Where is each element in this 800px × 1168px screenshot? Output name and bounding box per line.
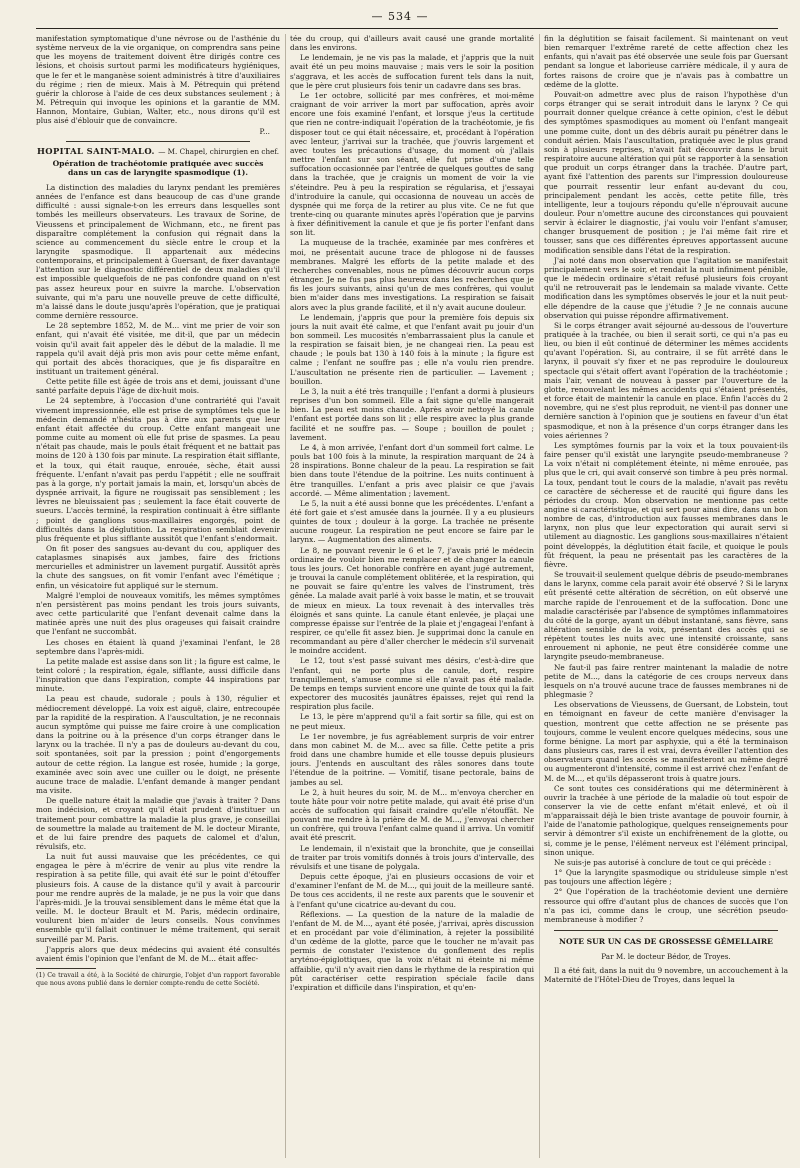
section-divider bbox=[554, 930, 778, 931]
hospital-name: HOPITAL SAINT-MALO. bbox=[36, 145, 155, 156]
paragraph: J'ai noté dans mon observation que l'agitation se manifestait principalement vers le soir, et rendait la nuit infiniment pénible, que le médecin ordinaire s'était refusé plusieurs fois croyant qu'il ne retrouverait pas le lendemain sa malade vivante. Cette modification dans les symptômes observés le jour et la nuit peut-elle dépendre de la cause que j'étudie ? Je ne connais aucune observation qui puisse répondre affirmativement. bbox=[544, 255, 788, 320]
paragraph: Les observations de Vieussens, de Guersant, de Lobstein, tout en témoignant en faveur de cette manière d'envisager la question, montrent que cette affection ne se présente pas toujours, comme le veulent encore quelques médecins, sous une forme bénigne. La mort par asphyxie, qui a été la terminaison dans plusieurs cas, rares il est vrai, devra éveiller l'attention des observateurs quand les accès se manifesteront au même degré ou augmenteront d'intensité, comme il est arrivé chez l'enfant de M. de M..., et qu'ils dépasseront trois à quatre jours. bbox=[544, 700, 788, 783]
column-right bbox=[544, 34, 788, 1156]
column-divider bbox=[539, 34, 540, 1158]
paragraph: Le 13, le père m'apprend qu'il a fait sortir sa fille, qui est on ne peut mieux. bbox=[290, 712, 534, 731]
paragraph: Le 24 septembre, à l'occasion d'une contrariété qui l'avait vivement impressionnée, elle est prise de symptômes tels que le médecin demandé n'hésita pas à dire aux parents que leur enfant était affectée du croup. Cette enfant mangeait une pomme cuite au moment où elle fut prise de spasmes. La peau n'était pas chaude, mais le pouls était fréquent et ne battait pas moins de 120 à 130 fois par minute. La respiration était sifflante, et la toux, qui était rauque, enrouée, sèche, était aussi fréquente. L'enfant n'avait pas perdu l'appétit ; elle ne souffrait pas à la gorge, n'y portait jamais la main, et, lorsqu'un abcès de dyspnée arrivait, la figure ne rougissait pas sensiblement ; les lèvres ne bleuissaient pas ; seulement la face était couverte de sueurs. L'accès terminé, la respiration continuait à être sifflante ; point de ganglions sous-maxillaires engorgés, point de difficultés dans la déglutition. La respiration semblait devenir plus fréquente et plus sifflante aussitôt que l'enfant s'endormait. bbox=[36, 396, 280, 543]
paragraph: Le 1er octobre, sollicité par mes confrères, et moi-même craignant de voir arriver la mort par suffocation, après avoir encore une fois examiné l'enfant, et lorsque j'eus la certitude que rien ne contre-indiquait l'opération de la trachéotomie, je fis disposer tout ce qui était nécessaire, et, procédant à l'opération avec lenteur, j'arrivai sur la trachée, que j'ouvris largement et avec toutes les précautions d'usage, du moment où j'allais mettre l'enfant sur son séant, elle fut prise d'une telle suffocation occasionnée par l'entrée de quelques gouttes de sang dans la trachée, que je craignis un moment de voir la vie s'éteindre. Peu à peu la respiration se régularisa, et j'essayai d'introduire la canule, qui occasionna de nouveau un accès de dyspnée qui me força de la retirer au plus vite. Ce ne fut que trente-cinq ou quarante minutes après l'opération que je parvins à fixer définitivement la canule et que je fis porter l'enfant dans son lit. bbox=[290, 90, 534, 238]
paragraph: La nuit fut aussi mauvaise que les précédentes, ce qui engagea le père à m'écrire de venir au plus vite rendre la respiration à sa petite fille, qui avait été sur le point d'étouffer plusieurs fois. A cause de la distance qu'il y avait à parcourir pour me rendre auprès de la malade, je ne pus la voir que dans l'après-midi. Je la trouvai sensiblement dans le même état que la veille. M. le docteur Brault et M. Paris, médecin ordinaire, voulurent bien m'aider de leurs conseils. Nous convînmes ensemble qu'il fallait continuer le même traitement, qui serait surveillé par M. Paris. bbox=[36, 852, 280, 944]
section-divider bbox=[66, 141, 250, 142]
section-heading bbox=[36, 147, 280, 156]
section-author: — M. Chapel, chirurgien en chef. bbox=[158, 146, 280, 156]
paragraph: Réflexions. — La question de la nature de la maladie de l'enfant de M. de M..., ayant été posée, j'arrivai, après discussion et en procédant par voie d'élimination, à rejeter la possibilité d'un œdème de la glotte, parce que le toucher ne m'avait pas permis de constater l'existence du gonflement des replis aryténo-épiglottiques, que la voix n'était ni éteinte ni même affaiblie, qu'il n'y avait rien dans le rhythme de la respiration qui pût caractériser cette respiration spéciale facile dans l'expiration et difficile dans l'inspiration, et qu'en- bbox=[290, 909, 534, 992]
note-author: Par M. le docteur Bédor, de Troyes. bbox=[601, 952, 731, 961]
article-body bbox=[36, 183, 280, 963]
paragraph: Le lendemain, je ne vis pas la malade, et j'appris que la nuit avait été un peu moins mauvaise ; mais vers le soir la position s'aggrava, et les accès de suffocation furent tels dans la nuit, que le père crut plusieurs fois tenir un cadavre dans ses bras. bbox=[290, 53, 534, 90]
header-rule bbox=[36, 28, 778, 29]
footnote: (1) Ce travail a été, à la Société de chirurgie, l'objet d'un rapport favorable que nous avons publié dans le dernier compte-rendu de cette Société. bbox=[36, 972, 280, 987]
article-signature: P... bbox=[259, 126, 270, 136]
paragraph: Le lendemain, il n'existait que la bronchite, que je conseillai de traiter par trois vomitifs donnés à trois jours d'intervalle, des révulsifs et une tisane de polygala. bbox=[290, 843, 534, 871]
paragraph: On fit poser des sangsues au-devant du cou, appliquer des cataplasmes sinapisés aux jambes, faire des frictions mercurielles et administrer un lavement purgatif. Aussitôt après la chute des sangsues, on fit vomir l'enfant avec l'émétique ; enfin, un vésicatoire fut appliqué sur le sternum. bbox=[36, 543, 280, 590]
page-number: — 534 — bbox=[371, 10, 429, 23]
paragraph: Les symptômes fournis par la voix et la toux pouvaient-ils faire penser qu'il existât une laryngite pseudo-membraneuse ? La voix n'était ni complétement éteinte, ni même enrouée, pas plus que le cri, qui avait conservé son timbre à peu près normal. La toux, pendant tout le cours de la maladie, n'avait pas revêtu ce caractère de sécheresse et de raucité qui figure dans les périodes du croup. Mon observation ne mentionne pas cette angine si caractéristique, et qui sert pour ainsi dire, dans un bon nombre de cas, d'introduction aux fausses membranes dans le larynx, non plus que leur expectoration qui aurait servi si utilement au diagnostic. Les ganglions sous-maxillaires n'étaient point développés, la déglutition était facile, et quoique le pouls fût fréquent, la peau ne présentait pas les caractères de la fièvre. bbox=[544, 440, 788, 569]
paragraph: Malgré l'emploi de nouveaux vomitifs, les mêmes symptômes n'en persistèrent pas moins pendant les trois jours suivants, avec cette particularité que l'enfant devenait calme dans la matinée après une nuit des plus orageuses qui faisait craindre que l'enfant ne succombât. bbox=[36, 590, 280, 637]
paragraph: De quelle nature était la maladie que j'avais à traiter ? Dans mon indécision, et croyant qu'il était prudent d'instituer un traitement pour combattre la maladie la plus grave, je conseillai de soumettre la malade au traitement de M. le docteur Mirante, et de lui faire prendre des paquets de calomel et d'alun, révulsifs, etc. bbox=[36, 796, 280, 851]
paragraph: 1° Que la laryngite spasmodique ou striduleuse simple n'est pas toujours une affection légère ; bbox=[544, 868, 788, 887]
paragraph: Le lendemain, j'appris que pour la première fois depuis six jours la nuit avait été calme, et que l'enfant avait pu jouir d'un bon sommeil. Les mucosités n'embarrassaient plus la canule et la respiration se faisait bien, je ne changeai rien. La peau est chaude ; le pouls bat 130 à 140 fois à la minute ; la figure est calme ; l'enfant ne souffre pas ; elle n'a voulu rien prendre. L'auscultation ne présente rien de particulier. — Lavement ; bouillon. bbox=[290, 312, 534, 386]
paragraph: Le 5, la nuit a été aussi bonne que les précédentes. L'enfant a été fort gaie et s'est amusée dans la journée. Il y a eu plusieurs quintes de toux ; douleur à la gorge. La trachée ne présente aucune rougeur. La respiration ne peut encore se faire par le larynx. — Augmentation des aliments. bbox=[290, 498, 534, 545]
article-title: Opération de trachéotomie pratiquée avec succès dans un cas de laryngite spasmodique (1). bbox=[52, 158, 264, 177]
paragraph: tée du croup, qui d'ailleurs avait causé une grande mortalité dans les environs. bbox=[290, 34, 534, 53]
paragraph: 2° Que l'opération de la trachéotomie devient une dernière ressource qui offre d'autant plus de chances de succès que l'on n'a pas ici, comme dans le croup, une sécrétion pseudo-membraneuse à modifier ? bbox=[544, 887, 788, 924]
article-body bbox=[290, 34, 534, 992]
intro-paragraph: manifestation symptomatique d'une névrose ou de l'asthénie du système nerveux de la vie organique, on comprendra sans peine que les moyens de traitement doivent être dirigés contre ces lésions, et choisis surtout parmi les modificateurs hygiéniques, que le fer et le manganèse soient administrés à titre d'auxiliaires du régime ; rien de mieux. Mais à M. Pétrequin qui prétend guérir la chlorose à l'aide de ces deux substances seulement ; à M. Pétrequin qui invoque les opinions et la garantie de MM. Hannon, Montaire, Gubian, Walter, etc., nous dirons qu'il est plus aisé d'éblouir que de convaincre. bbox=[36, 34, 280, 126]
paragraph: Se trouvait-il seulement quelque débris de pseudo-membranes dans le larynx, comme cela parait avoir été observé ? Si le larynx eût présenté cette altération de sécrétion, on eût observé une marche rapide de l'enrouement et de la suffocation. Donc une maladie caractérisée par l'absence de symptômes inflammatoires du côté de la gorge, ayant un début instantané, sans fièvre, sans altération sensible de la voix, présentant des accès qui se répètent toutes les nuits avec une intensité croissante, sans enrouement ni aphonie, ne peut être considérée comme une laryngite pseudo-membraneuse. bbox=[544, 570, 788, 662]
paragraph: Cette petite fille est âgée de trois ans et demi, jouissant d'une santé parfaite depuis l'âge de dix-huit mois. bbox=[36, 377, 280, 396]
paragraph: Le 8, ne pouvant revenir le 6 et le 7, j'avais prié le médecin ordinaire de vouloir bien me remplacer et de changer la canule tous les jours. Cet honorable confrère en ayant jugé autrement, je trouvai la canule complétement oblitérée, et la respiration, qui ne pouvait se faire qu'entre les valves de l'instrument, très gênée. La malade avait parlé à voix basse le matin, et se trouvait de mieux en mieux. La toux revenait à des intervalles très éloignés et sans quinte. La canule étant enlevée, je plaçai une compresse épaisse sur l'entrée de la plaie et j'engageai l'enfant à respirer, ce qu'elle fit assez bien. Je supprimai donc la canule en recommandant au père d'aller chercher le médecin s'il survenait le moindre accident. bbox=[290, 545, 534, 656]
paragraph: Ne suis-je pas autorisé à conclure de tout ce qui précède : bbox=[554, 857, 772, 867]
paragraph: Les choses en étaient là quand j'examinai l'enfant, le 28 septembre dans l'après-midi. bbox=[36, 637, 280, 656]
column-divider bbox=[285, 34, 286, 1158]
note-paragraph: Il a été fait, dans la nuit du 9 novembre, un accouchement à la Maternité de l'Hôtel-Dieu de Troyes, dans lequel la bbox=[544, 966, 788, 985]
paragraph: Le 3, la nuit a été très tranquille ; l'enfant a dormi à plusieurs reprises d'un bon sommeil. Elle a fait signe qu'elle mangerait bien. La peau est moins chaude. Après avoir nettoyé la canule l'enfant est portée dans son lit ; elle respire avec la plus grande facilité et ne souffre pas. — Soupe ; bouillon de poulet ; lavement. bbox=[290, 386, 534, 442]
paragraph: Ne faut-il pas faire rentrer maintenant la maladie de notre petite de M..., dans la catégorie de ces croups nerveux dans lesquels on n'a trouvé aucune trace de fausses membranes ni de phlegmasie ? bbox=[544, 662, 788, 700]
paragraph: J'appris alors que deux médecins qui avaient été consultés avaient émis l'opinion que l'enfant de M. de M... était affec- bbox=[36, 944, 280, 963]
paragraph: La distinction des maladies du larynx pendant les premières années de l'enfance est dans beaucoup de cas d'une grande difficulté : aussi signale-t-on les erreurs dans lesquelles sont tombés les meilleurs observateurs. Les travaux de Sorine, de Vieussens et principalement de Wichmann, etc., ne firent pas disparaître complétement la confusion qui régnait dans la science au commencement du siècle entre le croup et la laryngite spasmodique. Il appartenait aux médecins contemporains, et principalement à Guersant, de fixer davantage l'attention sur le diagnostic différentiel de deux maladies qu'il est impossible quelquefois de ne pas confondre quand on n'est pas assez heureux pour en suivre la marche. L'observation suivante, qui m'a paru une nouvelle preuve de cette difficulté, m'a laissé dans le doute jusqu'après l'opération, que je pratiquai comme dernière ressource. bbox=[36, 182, 280, 321]
column-middle bbox=[290, 34, 534, 1156]
note-title: NOTE SUR UN CAS DE GROSSESSE GÉMELLAIRE bbox=[559, 937, 773, 946]
paragraph: La peau est chaude, sudorale ; pouls à 130, régulier et médiocrement développé. La voix est aiguë, claire, entrecoupée par la rapidité de la respiration. A l'auscultation, je ne reconnais aucun symptôme qui puisse me faire croire à une complication dans la poitrine ou à la présence d'un corps étranger dans le larynx ou la trachée. Il n'y a pas de douleurs au-devant du cou, soit spontanées, soit par la pression ; point d'engorgements autour de cette région. La langue est rosée, humide ; la gorge, examinée avec soin avec une cuiller ou le doigt, ne présente aucune trace de maladie. L'enfant demande à manger pendant ma visite. bbox=[36, 694, 280, 796]
paragraph: Pouvait-on admettre avec plus de raison l'hypothèse d'un corps étranger qui se serait introduit dans le larynx ? Ce qui pourrait donner quelque créance à cette opinion, c'est le début des symptômes spasmodiques au moment où l'enfant mangeait une pomme cuite, dont un des débris aurait pu pénétrer dans le conduit aérien. Mais l'auscultation, pratiquée avec le plus grand soin à plusieurs reprises, n'avait fait découvrir dans le bruit respiratoire aucune altération qui pût se rapporter à la sensation que produit un corps étranger dans la trachée. D'autre part, ayant fixé l'attention des parents sur l'impression douloureuse que pourrait ressentir leur enfant au-devant du cou, principalement pendant les accès, cette petite fille, très intelligente, leur a toujours répondu qu'elle n'éprouvait aucune douleur. Pour n'omettre aucune des circonstances qui pouvaient servir à éclairer le diagnostic, j'ai voulu voir l'enfant s'amuser, changer brusquement de position ; je l'ai même fait rire et tousser, sans que ces différentes épreuves apportassent aucune modification sensible dans l'état de la respiration. bbox=[544, 89, 788, 255]
paragraph: Ce sont toutes ces considérations qui me déterminèrent à ouvrir la trachée à une période de la maladie où tout espoir de conserver la vie de cette enfant m'était enlevé, et où il m'apparaissait déjà le bien triste avantage de pouvoir fournir, à l'aide de l'anatomie pathologique, quelques renseignements pour servir à démontrer s'il existe un enchifrènement de la glotte, ou si, comme je le pense, l'élément nerveux est l'élément principal, sinon unique. bbox=[544, 783, 788, 857]
paragraph: Le 28 septembre 1852, M. de M... vint me prier de voir son enfant, qui n'avait été visitée, me dit-il, que par un médecin voisin qu'il avait fait appeler dès le début de la maladie. Il me rappela qu'il avait déjà pris mon avis pour cette même enfant, qui portait des abcès thoraciques, que je fis disparaître en instituant un traitement général. bbox=[36, 321, 280, 376]
paragraph: Si le corps étranger avait séjourné au-dessous de l'ouverture pratiquée à la trachée, ou bien il serait sorti, ce qui n'a pas eu lieu, ou bien il eût continué de déterminer les mêmes accidents qu'avant l'opération. Si, au contraire, il se fût arrêté dans le larynx, il pouvait s'y fixer et ne pas reproduire le douloureux spectacle qui s'était offert avant l'opération de la trachéotomie ; mais l'air, venant de nouveau à passer par l'ouverture de la glotte, renouvelant les mêmes accidents qui s'étaient présentés, et force était de maintenir la canule en place. Enfin l'accès du 2 novembre, qui ne s'est plus reproduit, ne vient-il pas donner une dernière sanction à l'opinion que je soutiens en faveur d'un état spasmodique, et non à la présence d'un corps étranger dans les voies aériennes ? bbox=[544, 320, 788, 440]
column-left bbox=[36, 34, 280, 1156]
paragraph: Le 12, tout s'est passé suivant mes désirs, c'est-à-dire que l'enfant, qui ne porte plus de canule, dort, respire tranquillement, s'amuse comme si elle n'avait pas été malade. De temps en temps survient encore une quinte de toux qui la fait expectorer des mucosités jaunâtres épaisses, rejet qui rend la respiration plus facile. bbox=[290, 656, 534, 712]
paragraph: La muqueuse de la trachée, examinée par mes confrères et moi, ne présentait aucune trace de phlogose ni de fausses membranes. Malgré les efforts de la petite malade et des recherches convenables, nous ne pûmes découvrir aucun corps étranger. Je ne fus pas plus heureux dans les recherches que je fis les jours suivants, ainsi qu'un de mes confrères, qui voulut bien m'aider dans mes investigations. La respiration se faisait alors avec la plus grande facilité, et il n'y avait aucune douleur. bbox=[290, 238, 534, 312]
footnote-rule bbox=[36, 968, 96, 969]
paragraph: Le 1er novembre, je fus agréablement surpris de voir entrer dans mon cabinet M. de M... avec sa fille. Cette petite a pris froid dans une chambre humide et elle tousse depuis plusieurs jours. J'entends en auscultant des râles sonores dans toute l'étendue de la poitrine. — Vomitif, tisane pectorale, bains de jambes au sel. bbox=[290, 731, 534, 787]
paragraph: La petite malade est assise dans son lit ; la figure est calme, le teint coloré ; la respiration, égale, sifflante, aussi difficile dans l'inspiration que dans l'expiration, compte 44 inspirations par minute. bbox=[36, 656, 280, 694]
paragraph: Le 4, à mon arrivée, l'enfant dort d'un sommeil fort calme. Le pouls bat 100 fois à la minute, la respiration marquant de 24 à 28 inspirations. Bonne chaleur de la peau. La respiration se fait bien dans toute l'étendue de la poitrine. Les nuits continuent à être tranquilles. L'enfant a pris avec plaisir ce que j'avais accordé. — Même alimentation ; lavement. bbox=[290, 442, 534, 498]
paragraph: fin la déglutition se faisait facilement. Si maintenant on veut bien remarquer l'extrême rareté de cette affection chez les enfants, qui n'avait pas été observée une seule fois par Guersant pendant sa longue et laborieuse carrière médicale, il y aura de fortes raisons de croire que je n'avais pas à combattre un œdème de la glotte. bbox=[544, 34, 788, 89]
paragraph: Le 2, à huit heures du soir, M. de M... m'envoya chercher en toute hâte pour voir notre petite malade, qui avait été prise d'un accès de suffocation qui faisait craindre qu'elle n'étouffât. Ne pouvant me rendre à la prière de M. de M..., j'envoyai chercher un confrère, qui trouva l'enfant calme quand il arriva. Un vomitif avait été prescrit. bbox=[290, 787, 534, 843]
paragraph: Depuis cette époque, j'ai en plusieurs occasions de voir et d'examiner l'enfant de M. de M..., qui jouit de la meilleure santé. De tous ces accidents, il ne reste aux parents que le souvenir et à l'enfant qu'une cicatrice au-devant du cou. bbox=[290, 872, 534, 909]
article-body bbox=[544, 34, 788, 924]
